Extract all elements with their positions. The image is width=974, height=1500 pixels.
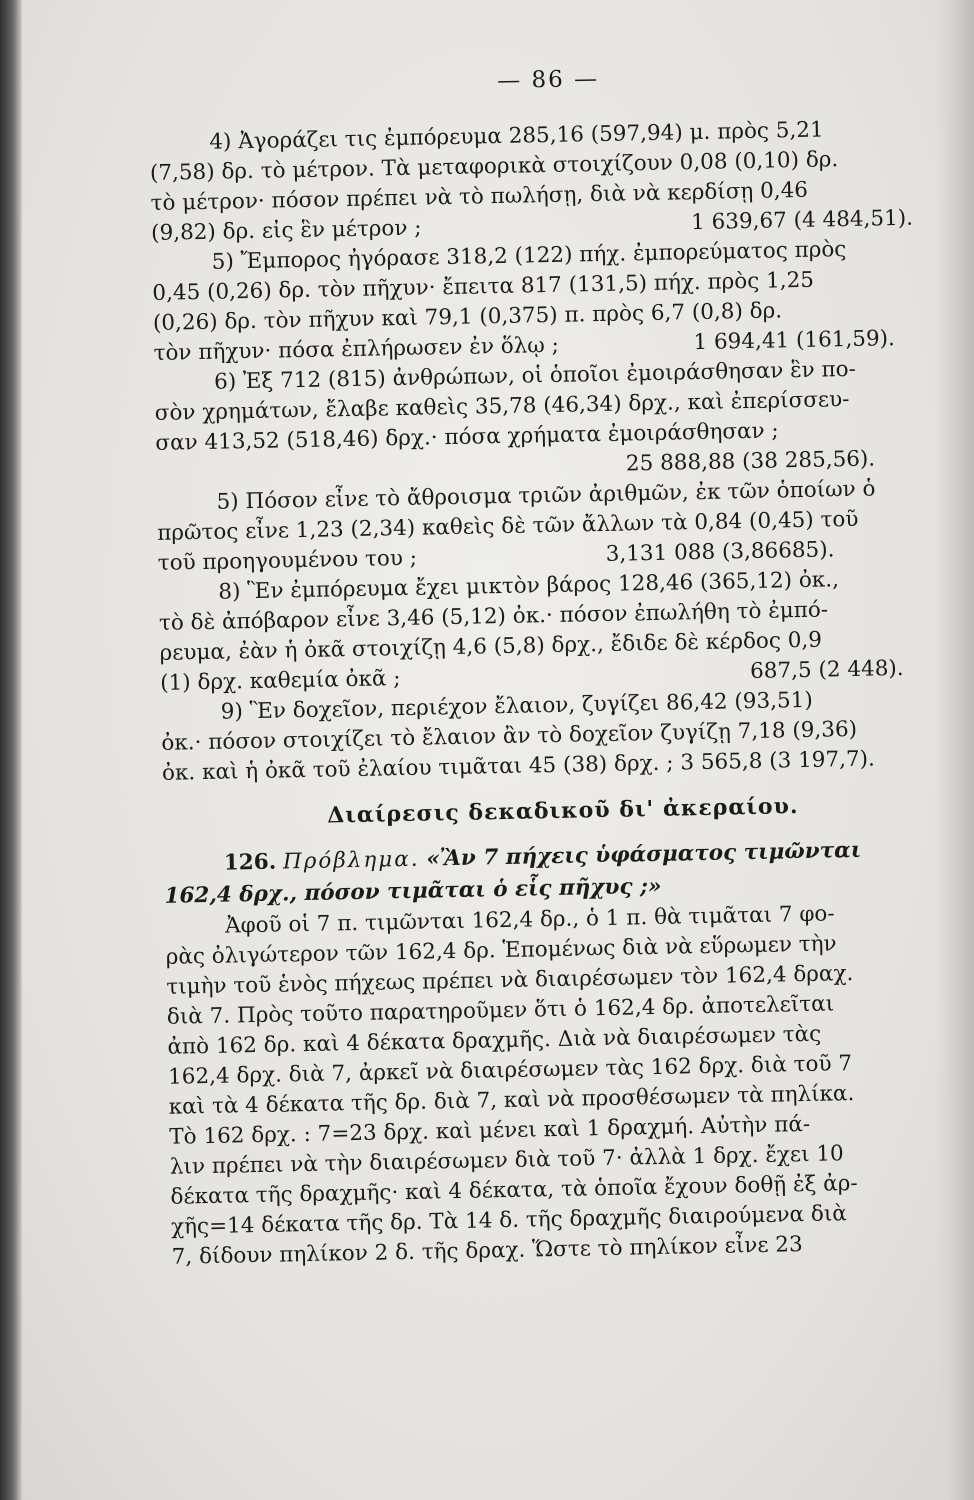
text-line: σὸν χρημάτων, ἔλαβε καθεὶς 35,78 (46,34) δρχ., καὶ ἐπερίσσευ-: [154, 386, 850, 426]
text-line-left: τὸν πῆχυν· πόσα ἐπλήρωσεν ἐν ὅλῳ ;: [153, 332, 560, 366]
page-text: [148, 59, 972, 1273]
problem-statement: 162,4 δρχ., πόσον τιμᾶται ὁ εἷς πῆχυς ;»: [164, 873, 662, 909]
text-line: 0,45 (0,26) δρ. τὸν πῆχυν· ἔπειτα 817 (131,5) πήχ. πρὸς 1,25: [152, 267, 815, 306]
text-line: διὰ 7. Πρὸς τοῦτο παρατηροῦμεν ὅτι ὁ 162,4 δρ. ἀποτελεῖται: [166, 991, 835, 1030]
text-line: (0,26) δρ. τὸν πῆχυν καὶ 79,1 (0,375) π. πρὸς 6,7 (0,8) δρ.: [152, 298, 783, 336]
text-line: 5) Πόσον εἶνε τὸ ἄθροισμα τριῶν ἀριθμῶν, ἐκ τῶν ὁποίων ὁ: [216, 476, 876, 515]
text-line: λιν πρέπει νὰ τὴν διαιρέσωμεν διὰ τοῦ 7· ἀλλὰ 1 δρχ. ἔχει 10: [169, 1141, 844, 1180]
text-line: σαν 413,52 (518,46) δρχ.· πόσα χρήματα ἐμοιράσθησαν ;: [155, 418, 779, 456]
text-line: τὸ μέτρον· πόσον πρέπει νὰ τὸ πωλήσῃ, διὰ νὰ κερδίσῃ 0,46: [150, 177, 809, 216]
text-line: πρῶτος εἶνε 1,23 (2,34) καθεὶς δὲ τῶν ἄλλων τὰ 0,84 (0,45) τοῦ: [156, 506, 859, 546]
answer: 25 888,88 (38 285,56).: [625, 446, 876, 477]
answer: 1 639,67 (4 484,51).: [690, 205, 914, 236]
problem-number: 126.: [223, 849, 277, 876]
text-line: (7,58) δρ. τὸ μέτρον. Τὰ μεταφορικὰ στοιχίζουν 0,08 (0,10) δρ.: [149, 147, 839, 186]
text-line: Ἀφοῦ οἱ 7 π. τιμῶνται 162,4 δρ., ὁ 1 π. θὰ τιμᾶται 7 φο-: [224, 901, 835, 939]
text-line: τιμὴν τοῦ ἑνὸς πήχεως πρέπει νὰ διαιρέσωμεν τὸν 162,4 δραχ.: [166, 961, 854, 1000]
answer: 687,5 (2 448).: [749, 655, 904, 685]
text-line: τὸ δὲ ἀπόβαρον εἶνε 3,46 (5,12) ὀκ.· πόσον ἐπωλήθη τὸ ἐμπό-: [158, 597, 829, 636]
text-line: 8) Ἓν ἐμπόρευμα ἔχει μικτὸν βάρος 128,46 (365,12) ὀκ.,: [218, 567, 840, 605]
text-line: 9) Ἓν δοχεῖον, περιέχον ἔλαιον, ζυγίζει 86,42 (93,51): [220, 687, 813, 725]
text-line: 4) Ἀγοράζει τις ἐμπόρευμα 285,16 (597,94) μ. πρὸς 5,21: [209, 117, 824, 155]
text-line: χῆς=14 δέκατα τῆς δρ. Τὰ 14 δ. τῆς δραχμῆς διαιρούμενα διὰ: [170, 1201, 848, 1240]
text-line: ρὰς ὀλιγώτερον τῶν 162,4 δρ. Ἑπομένως διὰ νὰ εὕρωμεν τὴν: [165, 931, 837, 970]
problem-label: Πρόβλημα.: [282, 846, 420, 875]
text-line: 6) Ἐξ 712 (815) ἀνθρώπων, οἱ ὁποῖοι ἐμοιράσθησαν ἓν πο-: [213, 356, 857, 395]
text-line: ρευμα, ἐὰν ἡ ὀκᾶ στοιχίζῃ 4,6 (5,8) δρχ., ἔδιδε δὲ κέρδος 0,9: [159, 627, 823, 666]
page-left-edge-shadow: [0, 0, 22, 1500]
text-line-left: τοῦ προηγουμένου του ;: [157, 545, 418, 576]
text-line-left: (9,82) δρ. εἰς ἓν μέτρον ;: [150, 215, 422, 246]
text-line: 5) Ἔμπορος ἠγόρασε 318,2 (122) πήχ. ἐμπορεύματος πρὸς: [211, 237, 847, 275]
text-line: ἀπὸ 162 δρ. καὶ 4 δέκατα δραχμῆς. Διὰ νὰ διαιρέσωμεν τὰς: [167, 1021, 822, 1060]
page-number: — 86 —: [496, 65, 600, 94]
text-line: Τὸ 162 δρχ. : 7=23 δρχ. καὶ μένει καὶ 1 δραχμή. Αὐτὴν πά-: [169, 1111, 811, 1150]
text-line: 162,4 δρχ. διὰ 7, ἀρκεῖ νὰ διαιρέσωμεν τὰς 162 δρχ. διὰ τοῦ 7: [167, 1051, 853, 1090]
text-line-left: (1) δρχ. καθεμία ὀκᾶ ;: [159, 666, 401, 696]
problem-statement: «Ἂν 7 πήχεις ὑφάσματος τιμῶνται: [426, 837, 862, 872]
section-heading: Διαίρεσις δεκαδικοῦ δι' ἀκεραίου.: [326, 793, 799, 829]
answer: 3,131 088 (3,86685).: [605, 537, 835, 567]
text-line: καὶ τὰ 4 δέκατα τῆς δρ. διὰ 7, καὶ νὰ προσθέσωμεν τὰ πηλίκα.: [168, 1081, 855, 1120]
text-line: 7, δίδουν πηλίκον 2 δ. τῆς δραχ. Ὥστε τὸ πηλίκον εἶνε 23: [171, 1232, 803, 1270]
text-line: ὀκ.· πόσον στοιχίζει τὸ ἔλαιον ἂν τὸ δοχεῖον ζυγίζῃ 7,18 (9,36): [161, 716, 858, 756]
text-line: δέκατα τῆς δραχμῆς· καὶ 4 δέκατα, τὰ ὁποῖα ἔχουν δοθῇ ἐξ ἀρ-: [170, 1170, 858, 1210]
text-line: ὀκ. καὶ ἡ ὀκᾶ τοῦ ἐλαίου τιμᾶται 45 (38) δρχ. ; 3 565,8 (3 197,7).: [161, 746, 876, 786]
answer: 1 694,41 (161,59).: [693, 326, 896, 356]
